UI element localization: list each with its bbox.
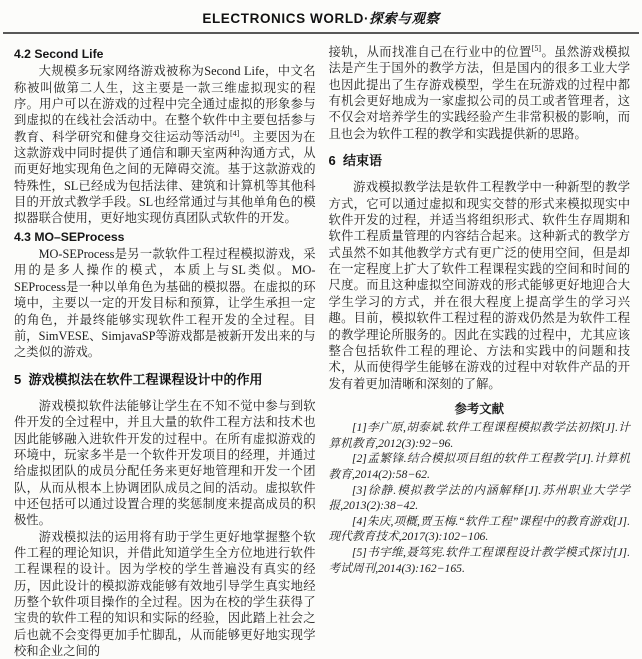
paragraph-text: 大规模多玩家网络游戏被称为Second Life，中文名称被叫做第二人生，这主要是一款三维虚拟现实的程序。用户可以在游戏的过程中完全通过虚拟的形象参与到虚拟的在线社会活动中。在整个软件中主要包括参与教育、科学研究和健身交往运动等活动 bbox=[14, 64, 316, 144]
paragraph-4-2 bbox=[14, 63, 316, 226]
citation-superscript-4: [4] bbox=[229, 128, 240, 138]
section-heading-6: 6 结束语 bbox=[328, 153, 382, 169]
left-column bbox=[14, 44, 316, 659]
reference-item-3: [3]徐静.模拟教学法的内涵解释[J].苏州职业大学学报,2013(2):38−42. bbox=[328, 483, 630, 513]
paragraph-text: 。虽然游戏模拟法是产生于国外的教学方法，但是国内的很多工业大学也因此提出了生存游戏模型，学生在玩游戏的过程中都有机会更好地成为一家虚拟公司的员工或者管理者，这不仅会对培养学生的实践经验产生非常积极的影响，而且也会为软件工程的教学和实践提供新的思路。 bbox=[328, 45, 630, 141]
references-heading: 参考文献 bbox=[454, 401, 505, 416]
reference-item-2: [2]孟繁锋.结合模拟项目组的软件工程教学[J].计算机教育,2014(2):58−62. bbox=[328, 452, 630, 481]
journal-title-en: ELECTRONICS WORLD bbox=[202, 11, 365, 26]
paragraph-text: 接轨，从而找准自己在行业中的位置 bbox=[328, 45, 532, 59]
page-header bbox=[0, 0, 642, 27]
reference-item-4: [4]朱庆,项概,贾玉梅.“软件工程”课程中的教育游戏[J].现代教育技术,2017(3):102−106. bbox=[328, 514, 630, 544]
citation-superscript-5: [5] bbox=[531, 43, 542, 53]
right-column bbox=[329, 44, 631, 659]
paragraph-4-3: MO-SEProcess是另一款软件工程过程模拟游戏，采用的是多人操作的模式，本质上与SL类似。MO-SEProcess是一种以单角色为基础的模拟器。在虚拟的环境中，主要以一定的开发目标和预算，让学生承担一定的角色，并最终能够实现软件工程开发的全过程。目前，SimVESE、SimjavaSP等游戏都是被新开发出来的与之类似的游戏。 bbox=[14, 247, 316, 360]
paragraph-5-2: 游戏模拟法的运用将有助于学生更好地掌握整个软件工程的理论知识，并借此知道学生全方位地进行软件工程课程的设计。因为学校的学生普遍没有真实的经历，因此设计的模拟游戏能够有效地引导学生真实地经历整个软件项目操作的全过程。因为在校的学生获得了宝贵的软件工程的知识和实际的经验，因此踏上社会之后也就不会变得更加手忙脚乱，从而能够更好地实现学校和企业之间的 bbox=[14, 529, 316, 659]
article-body bbox=[0, 34, 642, 659]
paragraph-5-1: 游戏模拟软件法能够让学生在不知不觉中参与到软件开发的全过程中，并且大量的软件工程方法和技术也因此能够融入进软件开发的过程中。在所有虚拟游戏的环境中，玩家多半是一个软件开发项目的经理，并通过给虚拟团队的成员分配任务来更好地管理和开发一个团队，从而从根本上协调团队成员之间的活动。虚拟软件中还包括可以通过设置合理的奖惩制度来提高成员的积极性。 bbox=[14, 398, 316, 528]
section-heading-5: 5 游戏模拟法在软件工程课程设计中的作用 bbox=[14, 371, 263, 387]
title-separator: · bbox=[364, 11, 370, 26]
paragraph-continued bbox=[329, 44, 631, 142]
paragraph-text: 。主要因为在这款游戏中同时提供了通信和聊天室两种沟通方式，从而更好地实现角色之间的无障碍交流。基于这款游戏的特殊性，SL已经成为包括法律、建筑和计算机等其他科目的开放式教学手段。SL也经常通过与其他单角色的模拟器联合使用，更好地实现仿真团队式软件的开发。 bbox=[14, 129, 316, 226]
reference-item-5: [5]书宇维,聂笃宪.软件工程课程设计教学模式探讨[J].考试周刊,2014(3):162−165. bbox=[328, 545, 630, 575]
subsection-heading-4-3: 4.3 MO–SEProcess bbox=[14, 229, 125, 244]
journal-section-cn: 探索与观察 bbox=[369, 11, 440, 26]
subsection-heading-4-2: 4.2 Second Life bbox=[14, 47, 104, 61]
paragraph-6: 游戏模拟教学法是软件工程教学中一种新型的教学方式，它可以通过虚拟和现实交替的形式来模拟现实中软件开发的过程，并适当将组织形式、软件生存周期和软件工程质量管理的内容结合起来。这种新式的教学方式虽然不如其他教学方式有更广泛的使用空间，但是却在一定程度上扩大了软件工程课程实践的空间和时间的尺度。而且这种虚拟空间游戏的形式能够更好地迎合大学生学习的方式，并在很大程度上提高学生的学习兴趣。目前，模拟软件工程过程的游戏仍然是为软件工程的教学理论所服务的。因此在实践的过程中，尤其应该整合包括软件工程的理论、方法和实践中的问题和技术，从而使得学生能够在游戏的过程中对软件产品的开发有着更加清晰和深刻的了解。 bbox=[328, 180, 630, 391]
reference-item-1: [1]李广原,胡泰斌.软件工程课程模拟教学法初探[J].计算机教育,2012(3):92−96. bbox=[328, 421, 630, 450]
